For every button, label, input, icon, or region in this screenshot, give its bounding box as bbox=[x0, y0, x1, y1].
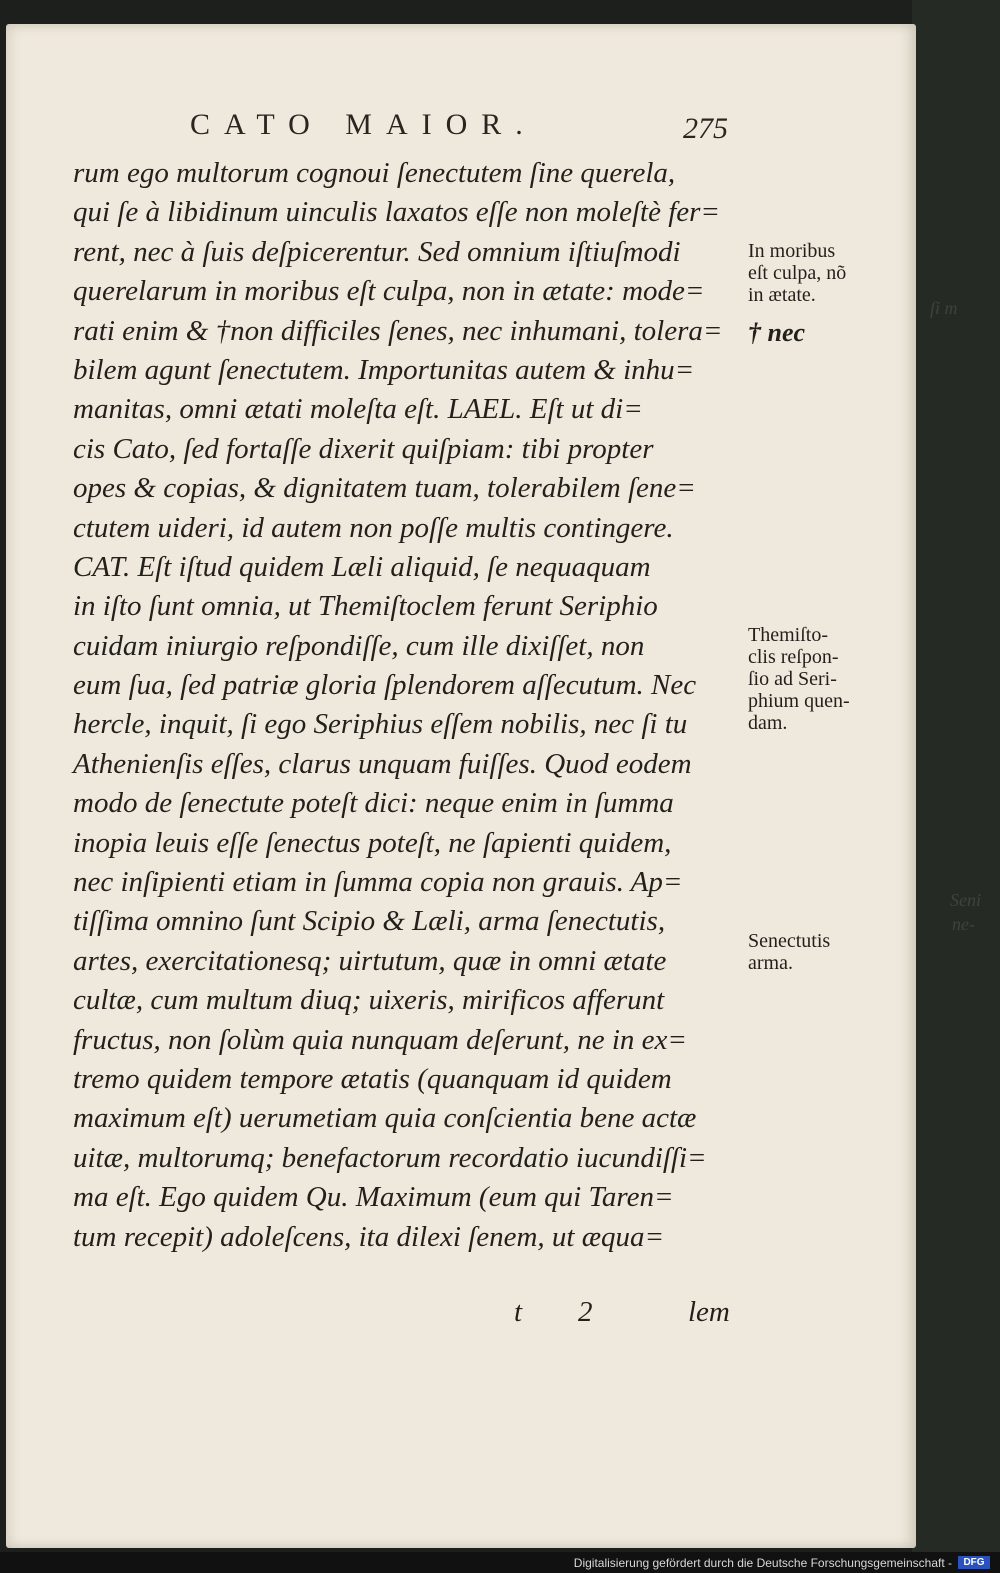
text-line: eum ſua, ſed patriæ gloria ſplendorem aſſecutum. Nec bbox=[73, 669, 697, 702]
text-line: Athenienſis eſſes, clarus unquam fuiſſes. Quod eodem bbox=[73, 747, 692, 780]
margin-note-line: † nec bbox=[748, 318, 806, 347]
text-line: in iſto ſunt omnia, ut Themiſtoclem ferunt Seriphio bbox=[73, 590, 658, 623]
digitization-credit: Digitalisierung gefördert durch die Deutsche Forschungsgemeinschaft - bbox=[573, 1556, 952, 1570]
text-line: bilem agunt ſenectutem. Importunitas autem & inhu= bbox=[73, 353, 695, 386]
main-text-block bbox=[73, 154, 743, 1257]
text-line: hercle, inquit, ſi ego Seriphius eſſem nobilis, nec ſi tu bbox=[73, 708, 688, 741]
running-head: CATO MAIOR. bbox=[190, 108, 537, 141]
text-line: uitæ, multorumq; benefactorum recordatio iucundiſſi= bbox=[73, 1141, 707, 1174]
catchword: lem bbox=[688, 1296, 730, 1328]
text-line: querelarum in moribus eſt culpa, non in ætate: mode= bbox=[73, 275, 705, 308]
text-line: cultæ, cum multum diuq; uixeris, mirificos afferunt bbox=[73, 984, 665, 1017]
text-line: tum recepit) adoleſcens, ita dilexi ſenem, ut æqua= bbox=[73, 1220, 665, 1253]
signature-mark: t bbox=[514, 1296, 523, 1328]
text-line: artes, exercitationesq; uirtutum, quæ in omni ætate bbox=[73, 944, 667, 977]
page-number: 275 bbox=[683, 112, 728, 145]
text-line: rent, nec à ſuis deſpicerentur. Sed omnium iſtiuſmodi bbox=[73, 235, 681, 268]
margin-note-line: ſio ad Seri- bbox=[748, 668, 837, 690]
margin-note-themistocles bbox=[748, 624, 850, 734]
text-line: ma eſt. Ego quidem Qu. Maximum (eum qui Taren= bbox=[73, 1181, 674, 1214]
text-line: tiſſima omnino ſunt Scipio & Læli, arma ſenectutis, bbox=[73, 905, 666, 938]
text-line: modo de ſenectute poteſt dici: neque enim in ſumma bbox=[73, 787, 674, 820]
margin-note-line: eſt culpa, nõ bbox=[748, 262, 847, 284]
margin-note-line: Themiſto- bbox=[748, 624, 828, 646]
text-line: fructus, non ſolùm quia nunquam deſerunt, ne in ex= bbox=[73, 1023, 687, 1056]
text-line: rati enim & †non difficiles ſenes, nec inhumani, tolera= bbox=[73, 314, 723, 347]
margin-note-line: dam. bbox=[748, 712, 788, 734]
bleed-through-text: Seni bbox=[950, 890, 981, 910]
text-line: nec inſipienti etiam in ſumma copia non grauis. Ap= bbox=[73, 866, 683, 899]
dfg-logo: DFG bbox=[958, 1556, 990, 1569]
signature-mark: 2 bbox=[578, 1296, 593, 1328]
text-line: cuidam iniurgio reſpondiſſe, cum ille dixiſſet, non bbox=[73, 629, 645, 662]
text-line: cis Cato, ſed fortaſſe dixerit quiſpiam: tibi propter bbox=[73, 432, 654, 465]
text-line: qui ſe à libidinum uinculis laxatos eſſe non moleſtè fer= bbox=[73, 196, 721, 229]
margin-note-culpa bbox=[748, 240, 846, 306]
text-line: tremo quidem tempore ætatis (quanquam id quidem bbox=[73, 1062, 672, 1095]
text-line: maximum eſt) uerumetiam quia conſcientia bene actæ bbox=[73, 1102, 697, 1135]
text-line: opes & copias, & dignitatem tuam, tolerabilem ſene= bbox=[73, 472, 696, 505]
text-line: rum ego multorum cognoui ſenectutem ſine querela, bbox=[73, 157, 676, 189]
text-line: CAT. Eſt iſtud quidem Læli aliquid, ſe nequaquam bbox=[73, 550, 651, 583]
margin-note-line: In moribus bbox=[748, 240, 836, 262]
text-line: ctutem uideri, id autem non poſſe multis contingere. bbox=[73, 511, 674, 544]
margin-note-line: Senectutis bbox=[748, 930, 831, 952]
adjacent-page-strip bbox=[912, 0, 1000, 1573]
margin-note-line: in ætate. bbox=[748, 284, 816, 306]
text-line: manitas, omni ætati moleſta eſt. LAEL. Eſt ut di= bbox=[73, 393, 643, 426]
margin-note-arma bbox=[748, 930, 830, 974]
bleed-through-text: ne- bbox=[952, 914, 975, 934]
margin-note-nec bbox=[748, 318, 806, 347]
margin-note-line: clis reſpon- bbox=[748, 646, 839, 668]
margin-note-line: phium quen- bbox=[748, 690, 850, 712]
bleed-through-text: ſi m bbox=[930, 298, 958, 318]
margin-note-line: arma. bbox=[748, 952, 793, 974]
text-line: inopia leuis eſſe ſenectus poteſt, ne ſapienti quidem, bbox=[73, 826, 672, 859]
